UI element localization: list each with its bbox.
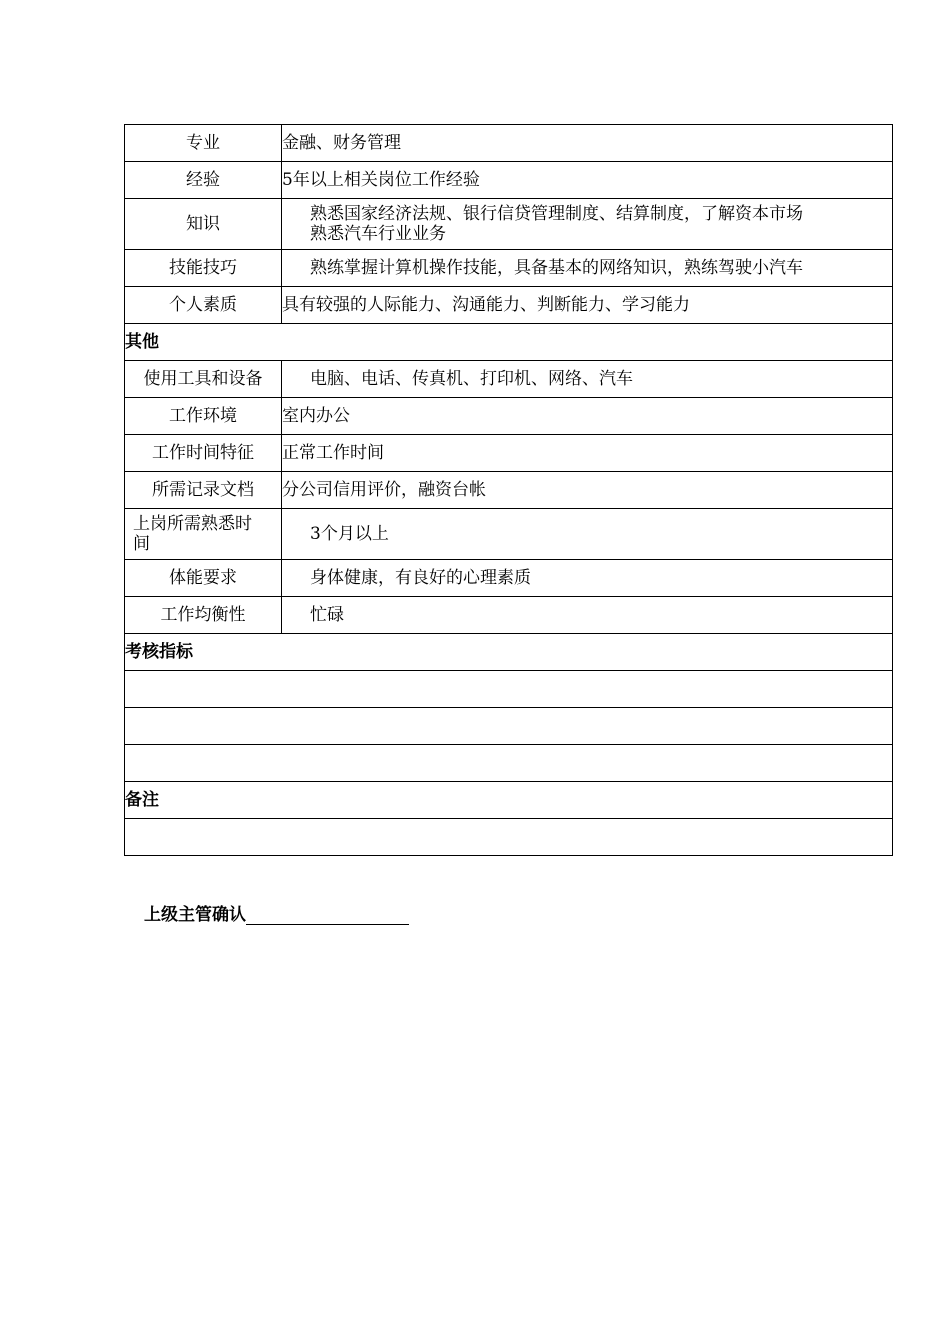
row-label-onboarding-time — [125, 509, 282, 560]
row-value-major: 金融、财务管理 — [282, 125, 893, 162]
table-row — [125, 398, 893, 435]
row-label-workload: 工作均衡性 — [125, 597, 282, 634]
empty-row — [125, 708, 893, 745]
empty-row — [125, 745, 893, 782]
row-label-physical: 体能要求 — [125, 560, 282, 597]
knowledge-line: 熟悉汽车行业业务 — [310, 224, 446, 244]
section-header-row — [125, 634, 893, 671]
table-row — [125, 125, 893, 162]
table-row — [125, 199, 893, 250]
assessment-blank-cell[interactable] — [125, 745, 893, 782]
table-row — [125, 162, 893, 199]
section-header-row — [125, 324, 893, 361]
table-row — [125, 435, 893, 472]
table-row — [125, 472, 893, 509]
section-title-assessment: 考核指标 — [125, 634, 893, 671]
section-title-other: 其他 — [125, 324, 893, 361]
row-label-major: 专业 — [125, 125, 282, 162]
remarks-blank-cell[interactable] — [125, 819, 893, 856]
onboarding-label-line: 间 — [133, 534, 150, 554]
row-value-environment: 室内办公 — [282, 398, 893, 435]
row-label-skills: 技能技巧 — [125, 250, 282, 287]
row-label-experience: 经验 — [125, 162, 282, 199]
empty-row — [125, 671, 893, 708]
row-value-onboarding-time: 3个月以上 — [282, 509, 893, 560]
row-label-documents: 所需记录文档 — [125, 472, 282, 509]
row-value-documents: 分公司信用评价，融资台帐 — [282, 472, 893, 509]
job-description-table — [124, 124, 893, 856]
row-label-tools: 使用工具和设备 — [125, 361, 282, 398]
knowledge-line: 熟悉国家经济法规、银行信贷管理制度、结算制度，了解资本市场 — [310, 204, 803, 224]
row-value-physical: 身体健康，有良好的心理素质 — [282, 560, 893, 597]
supervisor-signature — [144, 900, 409, 925]
row-value-experience: 5年以上相关岗位工作经验 — [282, 162, 893, 199]
onboarding-label-line: 上岗所需熟悉时 — [133, 514, 252, 534]
row-value-skills: 熟练掌握计算机操作技能，具备基本的网络知识，熟练驾驶小汽车 — [282, 250, 893, 287]
section-header-row — [125, 782, 893, 819]
table-row — [125, 361, 893, 398]
signature-line[interactable] — [246, 906, 409, 925]
assessment-blank-cell[interactable] — [125, 708, 893, 745]
assessment-blank-cell[interactable] — [125, 671, 893, 708]
table-row — [125, 287, 893, 324]
signature-label: 上级主管确认 — [144, 905, 246, 925]
row-label-personal-quality: 个人素质 — [125, 287, 282, 324]
row-value-workload: 忙碌 — [282, 597, 893, 634]
row-label-knowledge: 知识 — [125, 199, 282, 250]
row-value-personal-quality: 具有较强的人际能力、沟通能力、判断能力、学习能力 — [282, 287, 893, 324]
table-row — [125, 509, 893, 560]
row-label-work-hours: 工作时间特征 — [125, 435, 282, 472]
section-title-remarks: 备注 — [125, 782, 893, 819]
row-value-knowledge — [282, 199, 893, 250]
table-row — [125, 597, 893, 634]
row-value-work-hours: 正常工作时间 — [282, 435, 893, 472]
row-value-tools: 电脑、电话、传真机、打印机、网络、汽车 — [282, 361, 893, 398]
row-label-environment: 工作环境 — [125, 398, 282, 435]
table-row — [125, 250, 893, 287]
table-row — [125, 560, 893, 597]
empty-row — [125, 819, 893, 856]
